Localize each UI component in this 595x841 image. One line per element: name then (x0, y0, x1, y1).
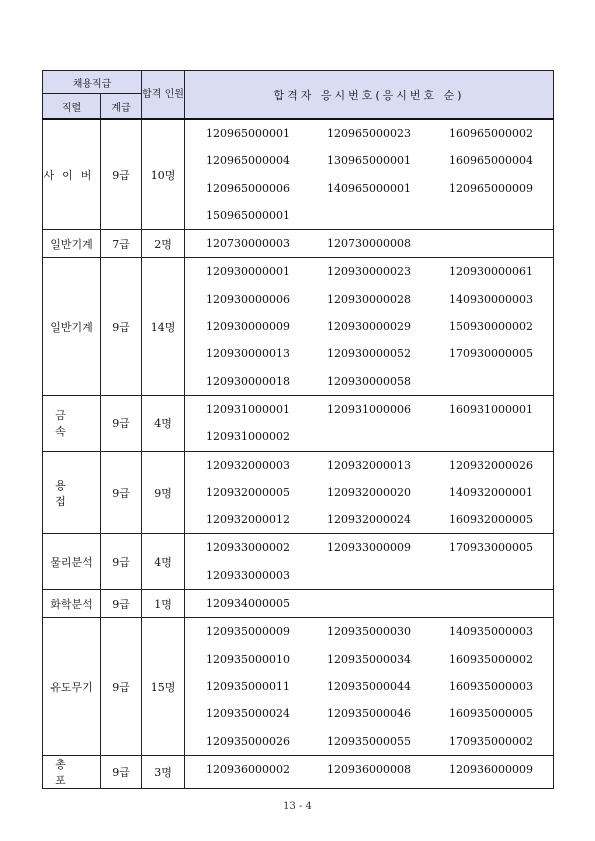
exam-number: 120936000008 (327, 762, 411, 776)
exam-number: 160932000005 (449, 513, 533, 527)
grade-cell: 7급 (101, 230, 142, 258)
numbers-grid (185, 756, 553, 783)
numbers-grid (185, 534, 553, 589)
grade-cell: 9급 (101, 395, 142, 451)
exam-number: 120935000011 (206, 679, 290, 693)
exam-number: 120931000001 (206, 402, 290, 416)
job-type-cell: 용접 (43, 451, 101, 534)
table-row (43, 618, 554, 755)
count-cell: 3명 (142, 755, 185, 788)
numbers-cell (185, 755, 554, 788)
exam-number: 120932000020 (327, 485, 411, 499)
exam-number: 120965000006 (206, 181, 290, 195)
exam-number: 120936000009 (449, 762, 533, 776)
exam-number: 120932000013 (327, 458, 411, 472)
count-cell: 4명 (142, 395, 185, 451)
exam-number: 120931000002 (206, 430, 290, 444)
numbers-grid (185, 258, 553, 394)
exam-number: 140965000001 (327, 181, 411, 195)
page-number: 13 - 4 (283, 801, 312, 812)
count-cell: 15명 (142, 618, 185, 755)
exam-number: 160965000002 (449, 127, 533, 140)
exam-number: 120935000046 (327, 707, 411, 721)
job-type-cell: 총포 (43, 755, 101, 788)
exam-number: 120932000026 (449, 458, 533, 472)
exam-number: 150930000002 (449, 320, 533, 334)
numbers-cell (185, 618, 554, 755)
table-row (43, 451, 554, 534)
numbers-grid (185, 590, 553, 617)
exam-number: 120933000003 (206, 568, 290, 582)
exam-number: 120930000009 (206, 320, 290, 334)
exam-number: 120930000052 (327, 347, 411, 361)
exam-number: 160935000003 (449, 679, 533, 693)
numbers-grid (185, 230, 553, 257)
count-cell: 1명 (142, 590, 185, 618)
job-type-cell: 금속 (43, 395, 101, 451)
exam-number: 160935000005 (449, 707, 533, 721)
count-cell: 14명 (142, 258, 185, 395)
header-count: 합격 인원 (142, 71, 185, 120)
exam-number: 160935000002 (449, 652, 533, 666)
count-cell: 4명 (142, 534, 185, 590)
numbers-grid (185, 396, 553, 451)
results-table (42, 70, 554, 789)
grade-cell: 9급 (101, 618, 142, 755)
exam-number: 170935000002 (449, 734, 533, 748)
results-body (43, 119, 554, 788)
exam-number: 120935000010 (206, 652, 290, 666)
exam-number: 130965000001 (327, 154, 411, 168)
exam-number: 140930000003 (449, 292, 533, 306)
numbers-cell (185, 590, 554, 618)
grade-cell: 9급 (101, 451, 142, 534)
exam-number: 120932000012 (206, 513, 290, 527)
grade-cell: 9급 (101, 119, 142, 230)
exam-number: 120930000006 (206, 292, 290, 306)
table-row (43, 395, 554, 451)
grade-cell: 9급 (101, 590, 142, 618)
exam-number: 140932000001 (449, 485, 533, 499)
exam-number: 120930000013 (206, 347, 290, 361)
exam-number: 120930000061 (449, 265, 533, 279)
count-cell: 9명 (142, 451, 185, 534)
exam-number: 140935000003 (449, 625, 533, 639)
numbers-cell (185, 451, 554, 534)
numbers-cell (185, 395, 554, 451)
exam-number: 120933000009 (327, 541, 411, 555)
exam-number: 120931000006 (327, 402, 411, 416)
table-row (43, 590, 554, 618)
numbers-cell (185, 534, 554, 590)
exam-number: 120935000030 (327, 625, 411, 639)
numbers-cell (185, 230, 554, 258)
exam-number: 120730000008 (327, 237, 411, 251)
grade-cell: 9급 (101, 755, 142, 788)
exam-number: 120935000026 (206, 734, 290, 748)
table-row (43, 258, 554, 395)
numbers-grid (185, 120, 553, 229)
header-job-group: 채용직급 (43, 71, 142, 94)
exam-number: 120965000009 (449, 181, 533, 195)
numbers-cell (185, 119, 554, 230)
exam-number: 120965000004 (206, 154, 290, 168)
job-type-cell: 유도무기 (43, 618, 101, 755)
exam-number: 120935000034 (327, 652, 411, 666)
job-type-cell: 일반기계 (43, 230, 101, 258)
exam-number: 120965000023 (327, 127, 411, 140)
exam-number: 120930000018 (206, 374, 290, 388)
exam-number: 120930000001 (206, 265, 290, 279)
exam-number: 150965000001 (206, 208, 290, 222)
table-row (43, 230, 554, 258)
exam-number: 120935000055 (327, 734, 411, 748)
exam-number: 170933000005 (449, 541, 533, 555)
exam-number: 120730000003 (206, 237, 290, 251)
numbers-cell (185, 258, 554, 395)
grade-cell: 9급 (101, 534, 142, 590)
exam-number: 120930000023 (327, 265, 411, 279)
header-grade: 계급 (101, 94, 142, 120)
header-numbers: 합격자 응시번호(응시번호 순) (185, 71, 554, 120)
numbers-grid (185, 618, 553, 754)
table-row (43, 755, 554, 788)
count-cell: 2명 (142, 230, 185, 258)
count-cell: 10명 (142, 119, 185, 230)
exam-number: 160965000004 (449, 154, 533, 168)
exam-number: 120936000002 (206, 762, 290, 776)
exam-number: 160931000001 (449, 402, 533, 416)
exam-number: 120935000044 (327, 679, 411, 693)
exam-number: 120934000005 (206, 597, 290, 611)
exam-number: 170930000005 (449, 347, 533, 361)
job-type-cell: 화학분석 (43, 590, 101, 618)
exam-number: 120930000058 (327, 374, 411, 388)
numbers-grid (185, 452, 553, 534)
exam-number: 120965000001 (206, 127, 290, 140)
exam-number: 120933000002 (206, 541, 290, 555)
job-type-cell: 사이버 (43, 119, 101, 230)
exam-number: 120932000005 (206, 485, 290, 499)
exam-number: 120935000024 (206, 707, 290, 721)
exam-number: 120932000024 (327, 513, 411, 527)
exam-number: 120930000029 (327, 320, 411, 334)
job-type-cell: 물리분석 (43, 534, 101, 590)
grade-cell: 9급 (101, 258, 142, 395)
job-type-cell: 일반기계 (43, 258, 101, 395)
table-row (43, 119, 554, 230)
exam-number: 120935000009 (206, 625, 290, 639)
exam-number: 120932000003 (206, 458, 290, 472)
table-row (43, 534, 554, 590)
header-job-type: 직렬 (43, 94, 101, 120)
exam-number: 120930000028 (327, 292, 411, 306)
